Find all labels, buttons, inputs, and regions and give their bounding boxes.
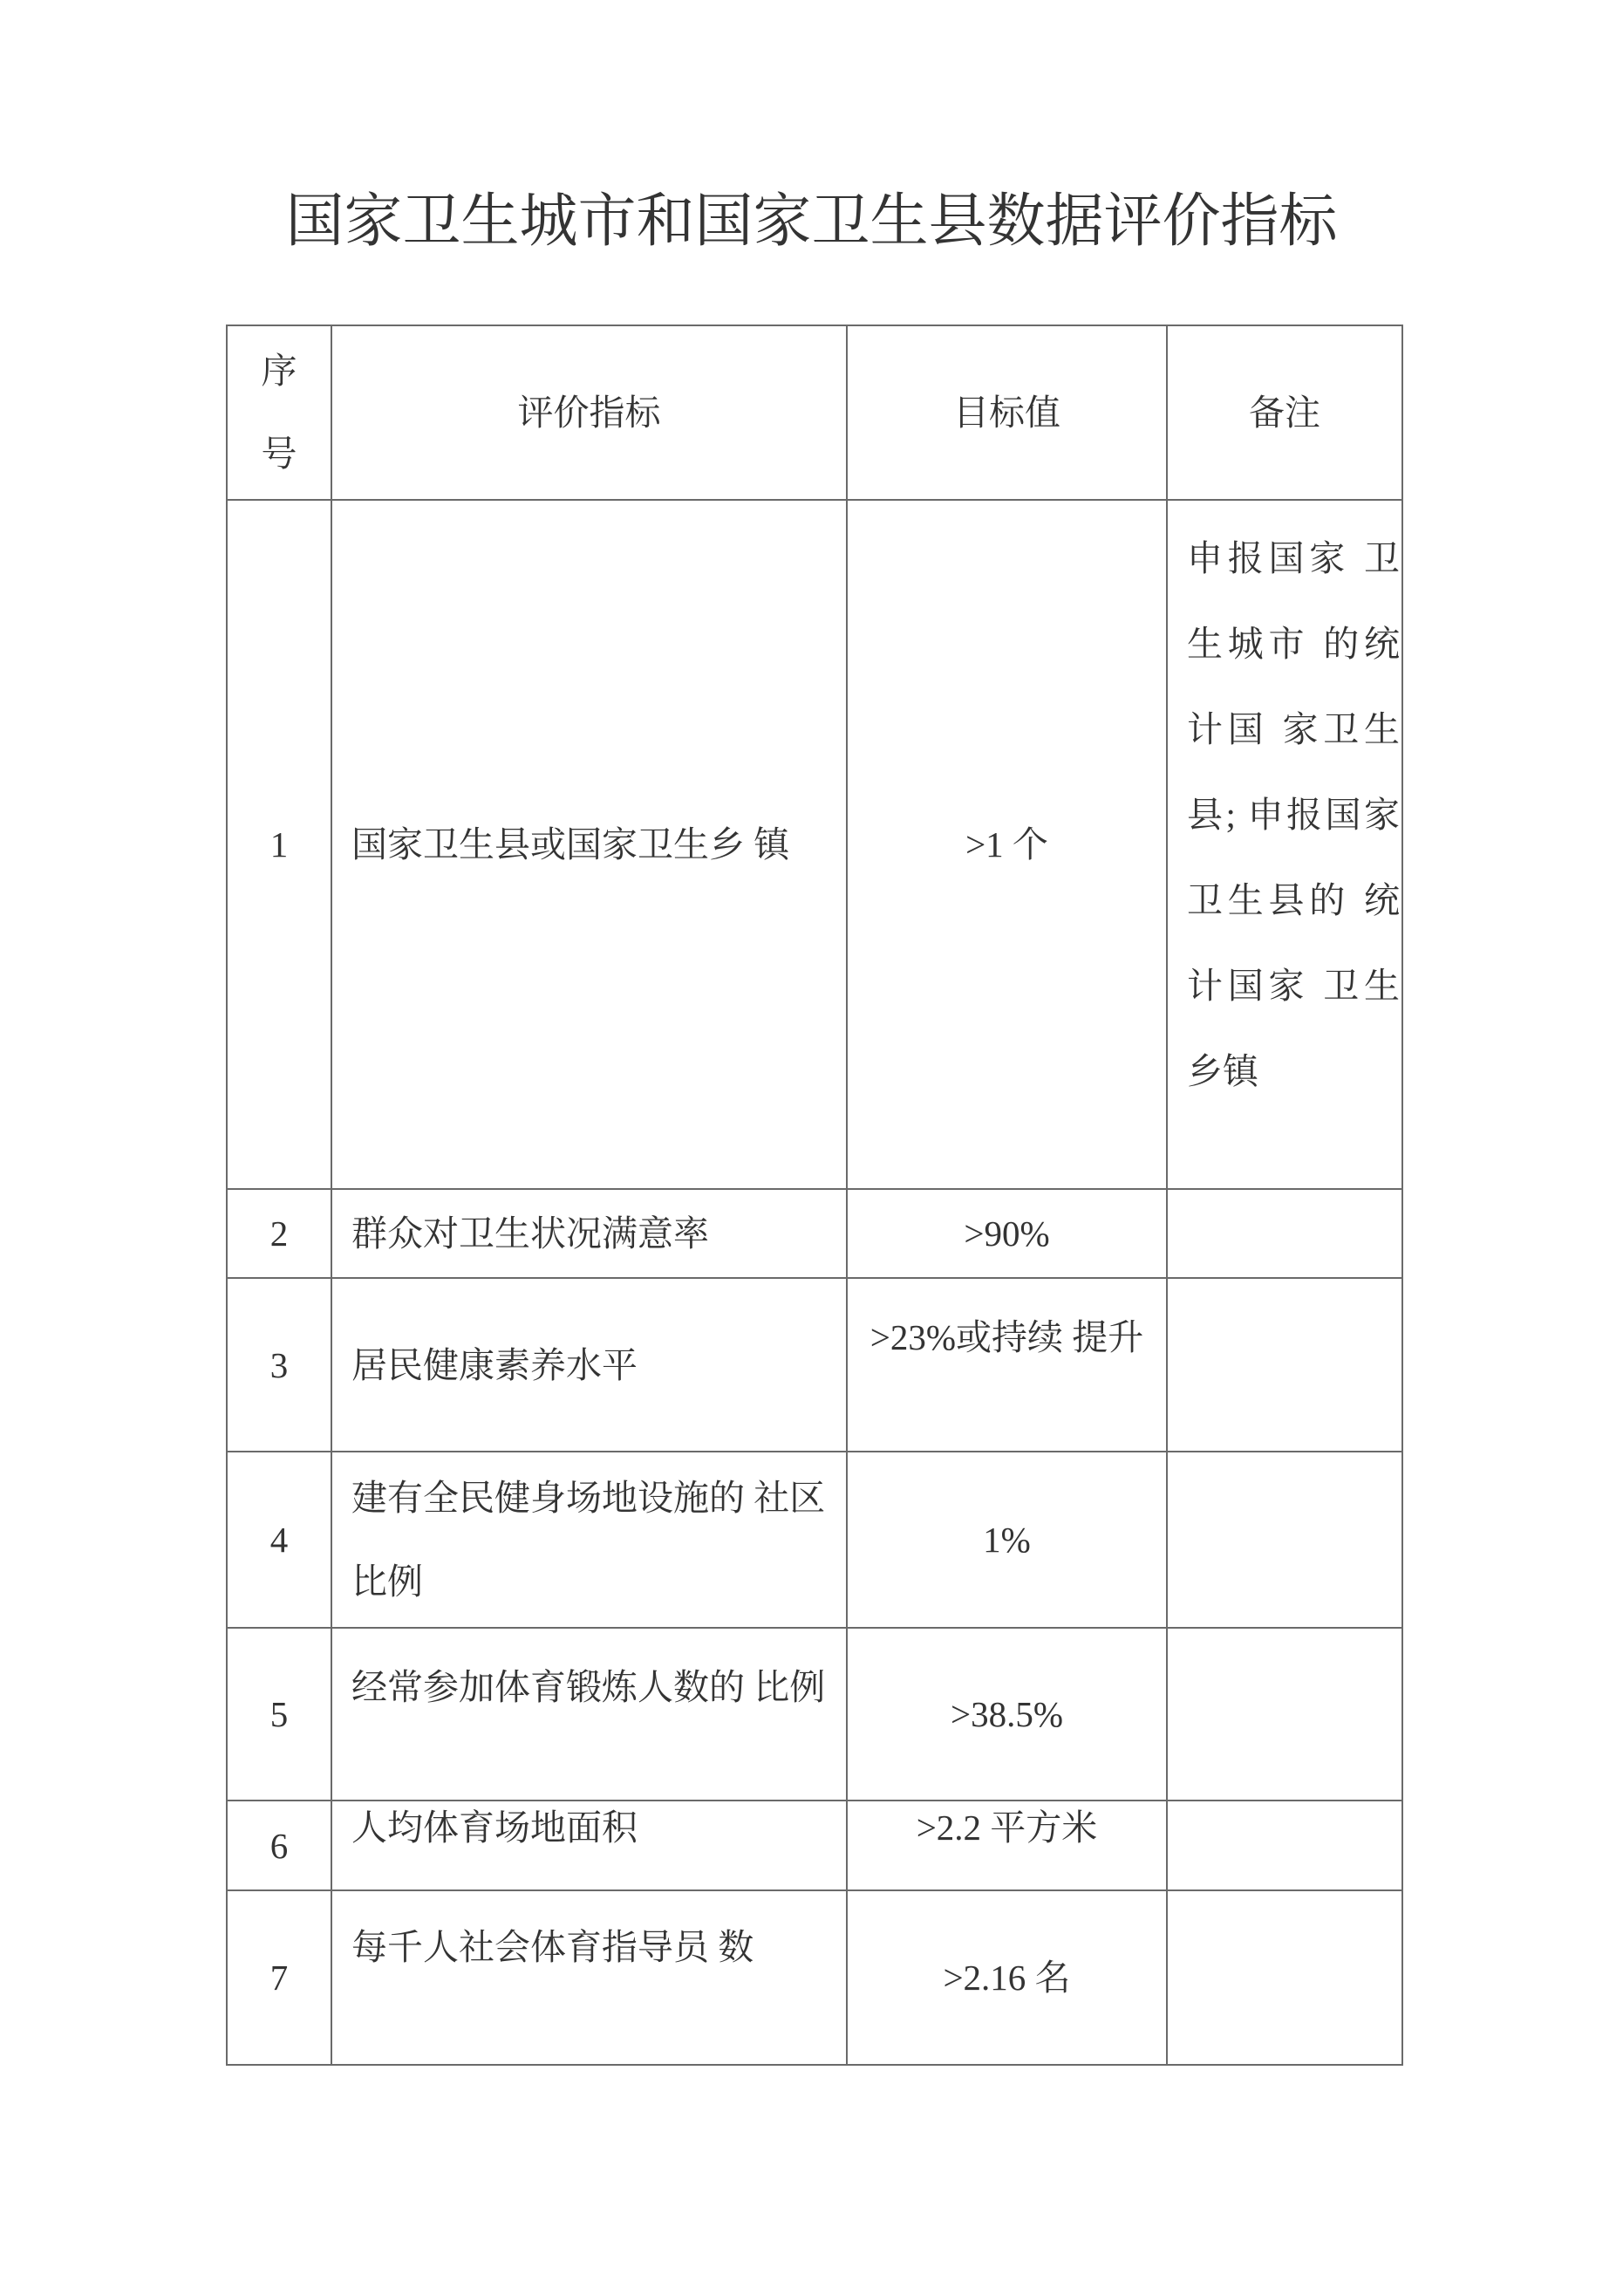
- row-index: 3: [227, 1278, 331, 1452]
- row-indicator-line: 经常参加体育锻炼人数的 比例: [351, 1667, 826, 1707]
- row-indicator: [331, 1278, 847, 1452]
- header-remark: 备注: [1167, 325, 1402, 500]
- row-index: 1: [227, 500, 331, 1189]
- row-remark: [1167, 1890, 1402, 2065]
- row-target: >1 个: [847, 500, 1167, 1189]
- row-remark: [1167, 1628, 1402, 1801]
- table-row: [227, 1890, 1402, 2065]
- header-target: 目标值: [847, 325, 1167, 500]
- row-indicator: [331, 500, 847, 1189]
- table-row: [227, 1189, 1402, 1278]
- row-indicator: [331, 1801, 847, 1890]
- page-title: 国家卫生城市和国家卫生县数据评价指标: [285, 189, 1338, 254]
- row-remark-line: 计国 家卫生: [1187, 709, 1400, 749]
- table-header-row: [227, 325, 1402, 500]
- row-target: >23%或持续 提升: [847, 1278, 1167, 1452]
- row-index: 4: [227, 1452, 331, 1628]
- row-indicator: [331, 1890, 847, 2065]
- header-index-line: 号: [261, 434, 297, 474]
- table-row: [227, 1278, 1402, 1452]
- table-row: [227, 1628, 1402, 1801]
- row-remark-line: 计国家 卫生: [1187, 966, 1400, 1006]
- row-remark-line: 申报国家 卫: [1187, 538, 1400, 578]
- row-remark-line: 县; 申报国家: [1187, 795, 1400, 835]
- row-indicator-line: 群众对卫生状况满意率: [351, 1213, 709, 1254]
- table-row: [227, 1801, 1402, 1890]
- row-indicator-line: 人均体育场地面积: [351, 1807, 638, 1848]
- row-indicator: [331, 1628, 847, 1801]
- table-row: [227, 1452, 1402, 1628]
- row-index: 6: [227, 1801, 331, 1890]
- row-remark-line: 生城市 的统: [1187, 624, 1400, 664]
- row-remark: [1167, 1801, 1402, 1890]
- row-indicator-line: 国家卫生县或国家卫生乡 镇: [351, 824, 790, 864]
- row-remark: [1167, 1452, 1402, 1628]
- row-index: 7: [227, 1890, 331, 2065]
- row-index: 2: [227, 1189, 331, 1278]
- row-indicator-line: 每千人社会体育指导员 数: [351, 1927, 754, 1967]
- row-target: 1%: [847, 1452, 1167, 1628]
- row-target: >2.16 名: [847, 1890, 1167, 2065]
- row-indicator: [331, 1189, 847, 1278]
- row-target: >90%: [847, 1189, 1167, 1278]
- row-indicator: [331, 1452, 847, 1628]
- row-indicator-line: 居民健康素养水平: [351, 1344, 638, 1385]
- row-remark-line: 乡镇: [1187, 1051, 1258, 1091]
- row-remark-line: 卫生县的 统: [1187, 880, 1400, 920]
- header-index-line: 序: [261, 351, 297, 391]
- row-target: >38.5%: [847, 1628, 1167, 1801]
- header-indicator: 评价指标: [331, 325, 847, 500]
- table-row: [227, 500, 1402, 1189]
- row-remark: [1167, 1278, 1402, 1452]
- indicator-table: [226, 325, 1403, 2066]
- row-indicator-line: 比例: [351, 1561, 423, 1602]
- row-index: 5: [227, 1628, 331, 1801]
- row-remark: [1167, 500, 1402, 1189]
- row-remark: [1167, 1189, 1402, 1278]
- header-index: [227, 325, 331, 500]
- row-target: >2.2 平方米: [847, 1801, 1167, 1890]
- row-indicator-line: 建有全民健身场地设施的 社区: [351, 1478, 826, 1518]
